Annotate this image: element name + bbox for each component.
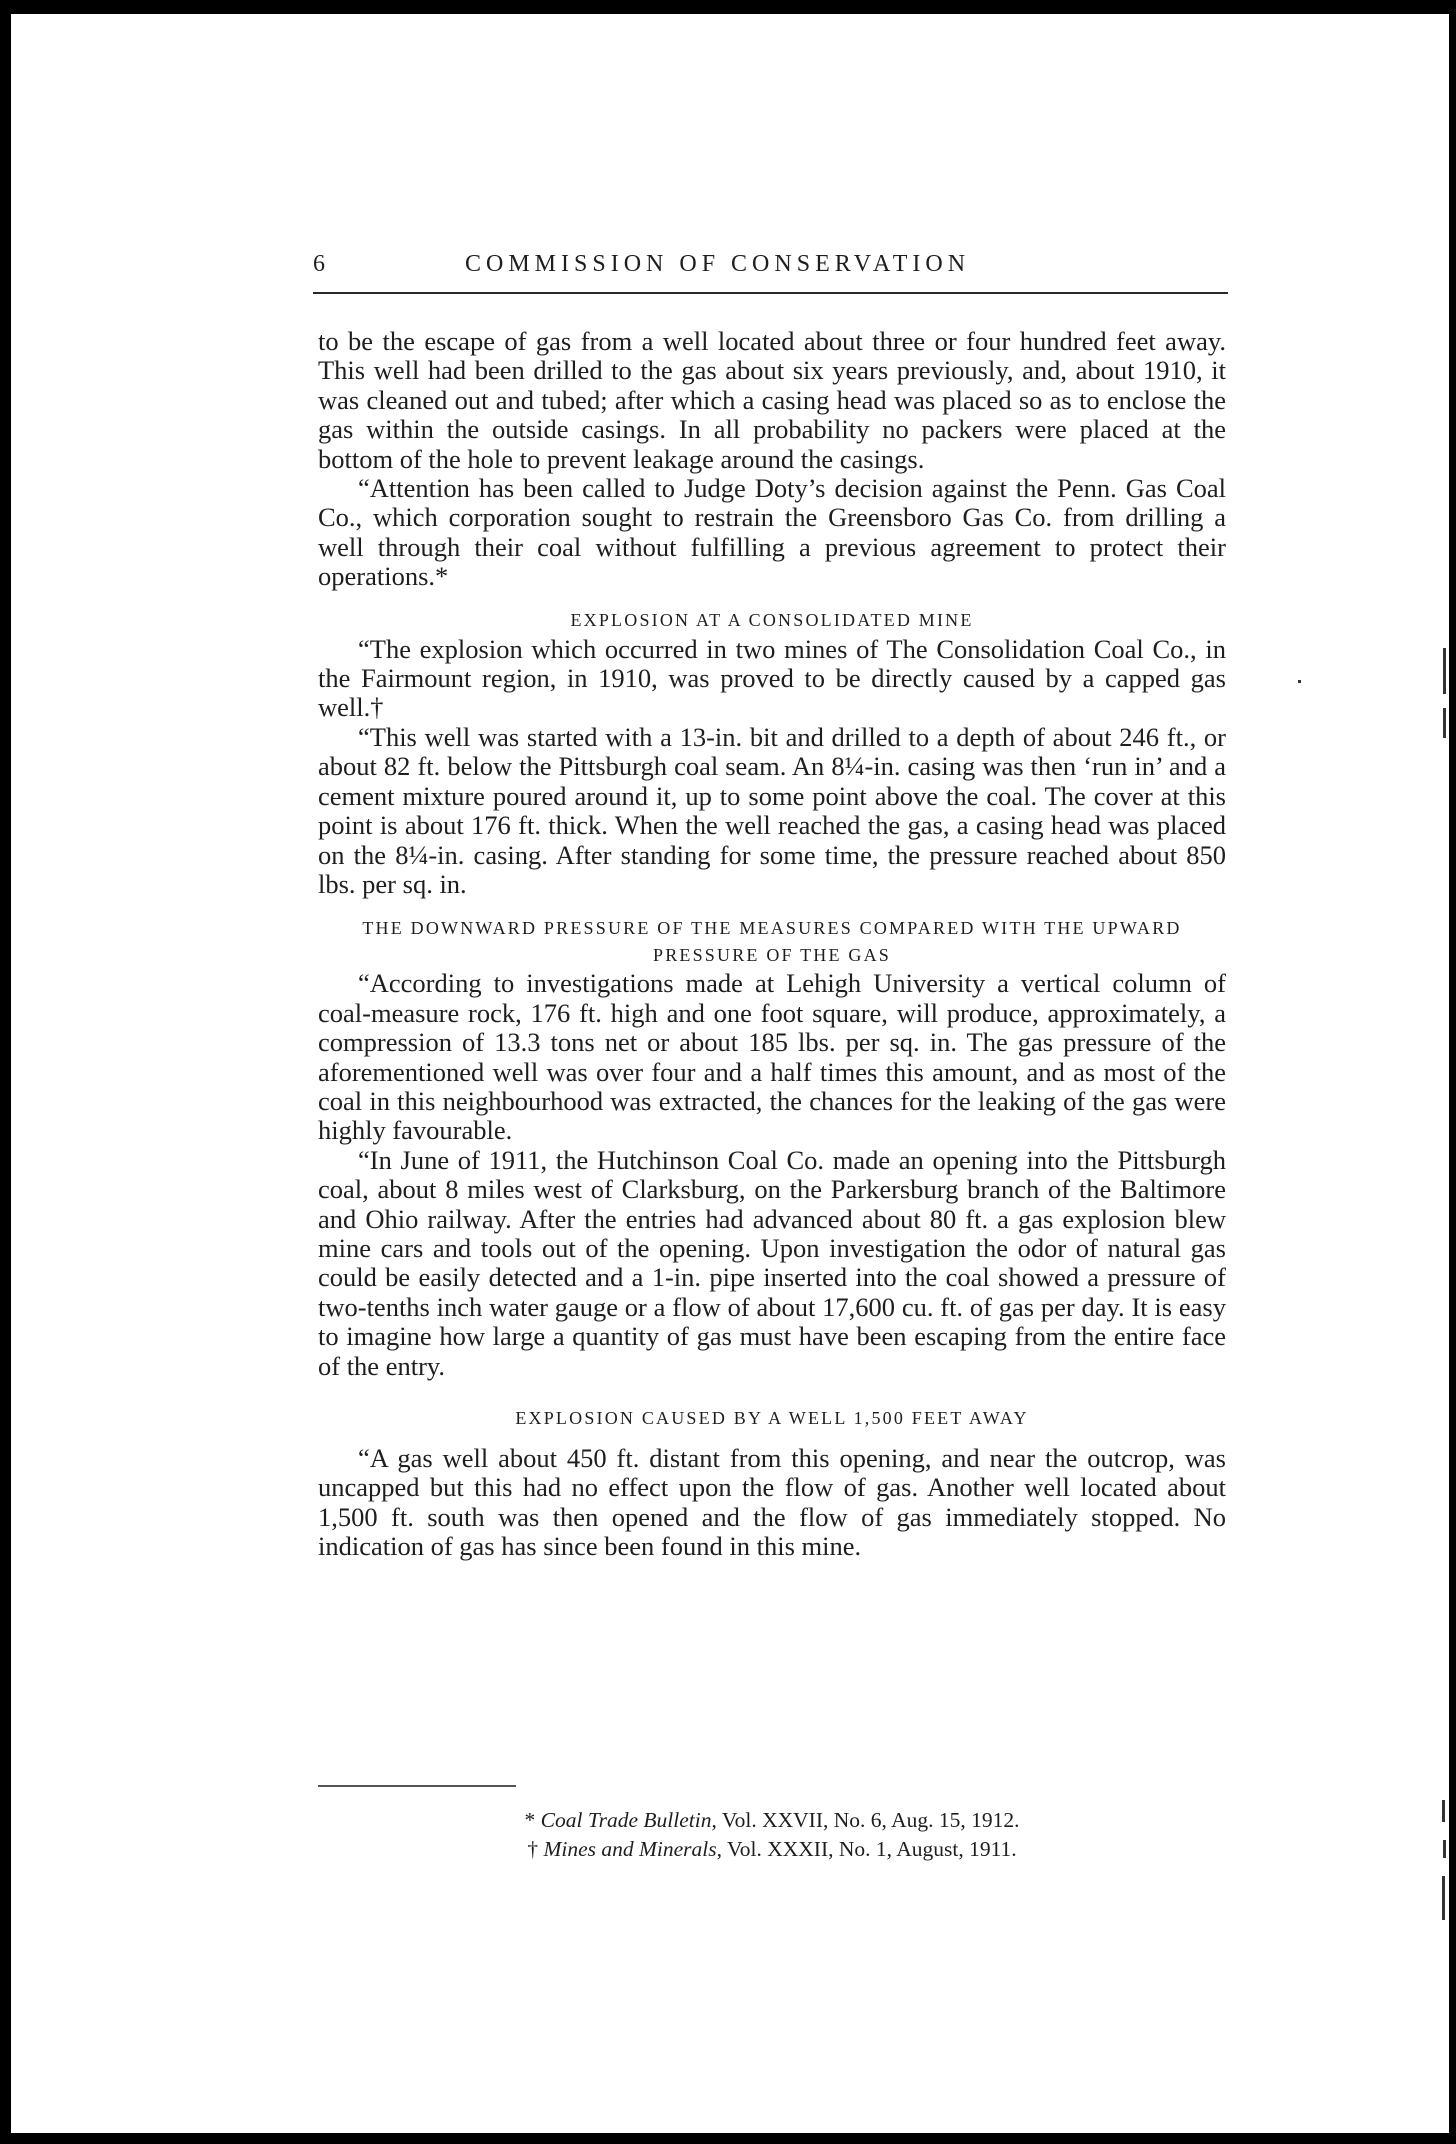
- paragraph: “This well was started with a 13-in. bit and drilled to a depth of about 246 ft., or about 82 ft. below the Pittsburgh coal seam. An 8¼-in. casing was then ‘run in’ and a cement mixture poured around it, up to some point above the coal. The cover at this point is about 176 ft. thick. When the well reached the gas, a casing head was placed on the 8¼-in. casing. After standing for some time, the pressure reached about 850 lbs. per sq. in.: [318, 721, 1226, 899]
- footnote-mark: *: [524, 1808, 536, 1832]
- scan-speck: [1298, 680, 1301, 683]
- scan-speck: [1443, 648, 1446, 694]
- footnote: [318, 1835, 1226, 1864]
- section-heading: EXPLOSION AT A CONSOLIDATED MINE: [570, 609, 974, 630]
- paragraph: “The explosion which occurred in two mines of The Consolidation Coal Co., in the Fairmount region, in 1910, was proved to be directly caused by a capped gas well.†: [318, 633, 1226, 723]
- scan-border-bottom: [0, 2133, 1456, 2144]
- scan-speck: [1443, 1840, 1446, 1858]
- paragraph: to be the escape of gas from a well located about three or four hundred feet away. This well had been drilled to the gas about six years previously, and, about 1910, it was cleaned out and tubed; after which a casing head was placed so as to enclose the gas within the outside casings. In all probability no packers were placed at the bottom of the hole to prevent leakage around the casings.: [318, 326, 1226, 474]
- header-rule: [313, 292, 1228, 294]
- scan-speck: [1442, 1800, 1445, 1822]
- scan-border-right: [1449, 0, 1456, 2144]
- footnote-rule: [318, 1785, 516, 1787]
- running-title: COMMISSION OF CONSERVATION: [465, 251, 971, 277]
- footnotes: [318, 1806, 1226, 1864]
- paragraph: “A gas well about 450 ft. distant from this opening, and near the outcrop, was uncapped but this had no effect upon the flow of gas. Another well located about 1,500 ft. south was then opened and the flow of gas immediately stopped. No indication of gas has since been found in this mine.: [318, 1443, 1226, 1562]
- footnote: [318, 1806, 1226, 1835]
- section-heading: EXPLOSION CAUSED BY A WELL 1,500 FEET AWAY: [515, 1408, 1029, 1428]
- footnote-citation: , Vol. XXXII, No. 1, August, 1911.: [716, 1837, 1017, 1861]
- scan-speck: [1442, 1876, 1445, 1920]
- body-text: [318, 327, 1226, 1562]
- footnote-mark: †: [527, 1837, 539, 1861]
- section-heading: THE DOWNWARD PRESSURE OF THE MEASURES COMPARED WITH THE UPWARD PRESSURE OF THE GAS: [362, 918, 1182, 966]
- running-head: [313, 251, 1227, 287]
- page-number: 6: [313, 251, 325, 277]
- paragraph: “According to investigations made at Lehigh University a vertical column of coal-measure rock, 176 ft. high and one foot square, will produce, approximately, a compression of 13.3 tons net or about 185 lbs. per sq. in. The gas pressure of the aforementioned well was over four and a half times this amount, and as most of the coal in this neighbourhood was extracted, the chances for the leaking of the gas were highly favourable.: [318, 968, 1226, 1146]
- footnote-publication: Mines and Minerals: [543, 1837, 717, 1861]
- scan-border-top: [0, 0, 1456, 14]
- footnote-publication: Coal Trade Bulletin: [540, 1808, 712, 1832]
- scan-border-left: [0, 0, 11, 2144]
- scan-speck: [1443, 708, 1446, 738]
- paragraph: “In June of 1911, the Hutchinson Coal Co. made an opening into the Pittsburgh coal, about 8 miles west of Clarksburg, on the Parkersburg branch of the Baltimore and Ohio railway. After the entries had advanced about 80 ft. a gas explosion blew mine cars and tools out of the opening. Upon investigation the odor of natural gas could be easily detected and a 1-in. pipe inserted into the coal showed a pressure of two-tenths inch water gauge or a flow of about 17,600 cu. ft. of gas per day. It is easy to imagine how large a quantity of gas must have been escaping from the entire face of the entry.: [318, 1144, 1226, 1381]
- paragraph: “Attention has been called to Judge Doty’s decision against the Penn. Gas Coal Co., which corporation sought to restrain the Greensboro Gas Co. from drilling a well through their coal without fulfilling a previous agreement to protect their operations.*: [318, 473, 1226, 592]
- footnote-citation: , Vol. XXVII, No. 6, Aug. 15, 1912.: [711, 1808, 1020, 1832]
